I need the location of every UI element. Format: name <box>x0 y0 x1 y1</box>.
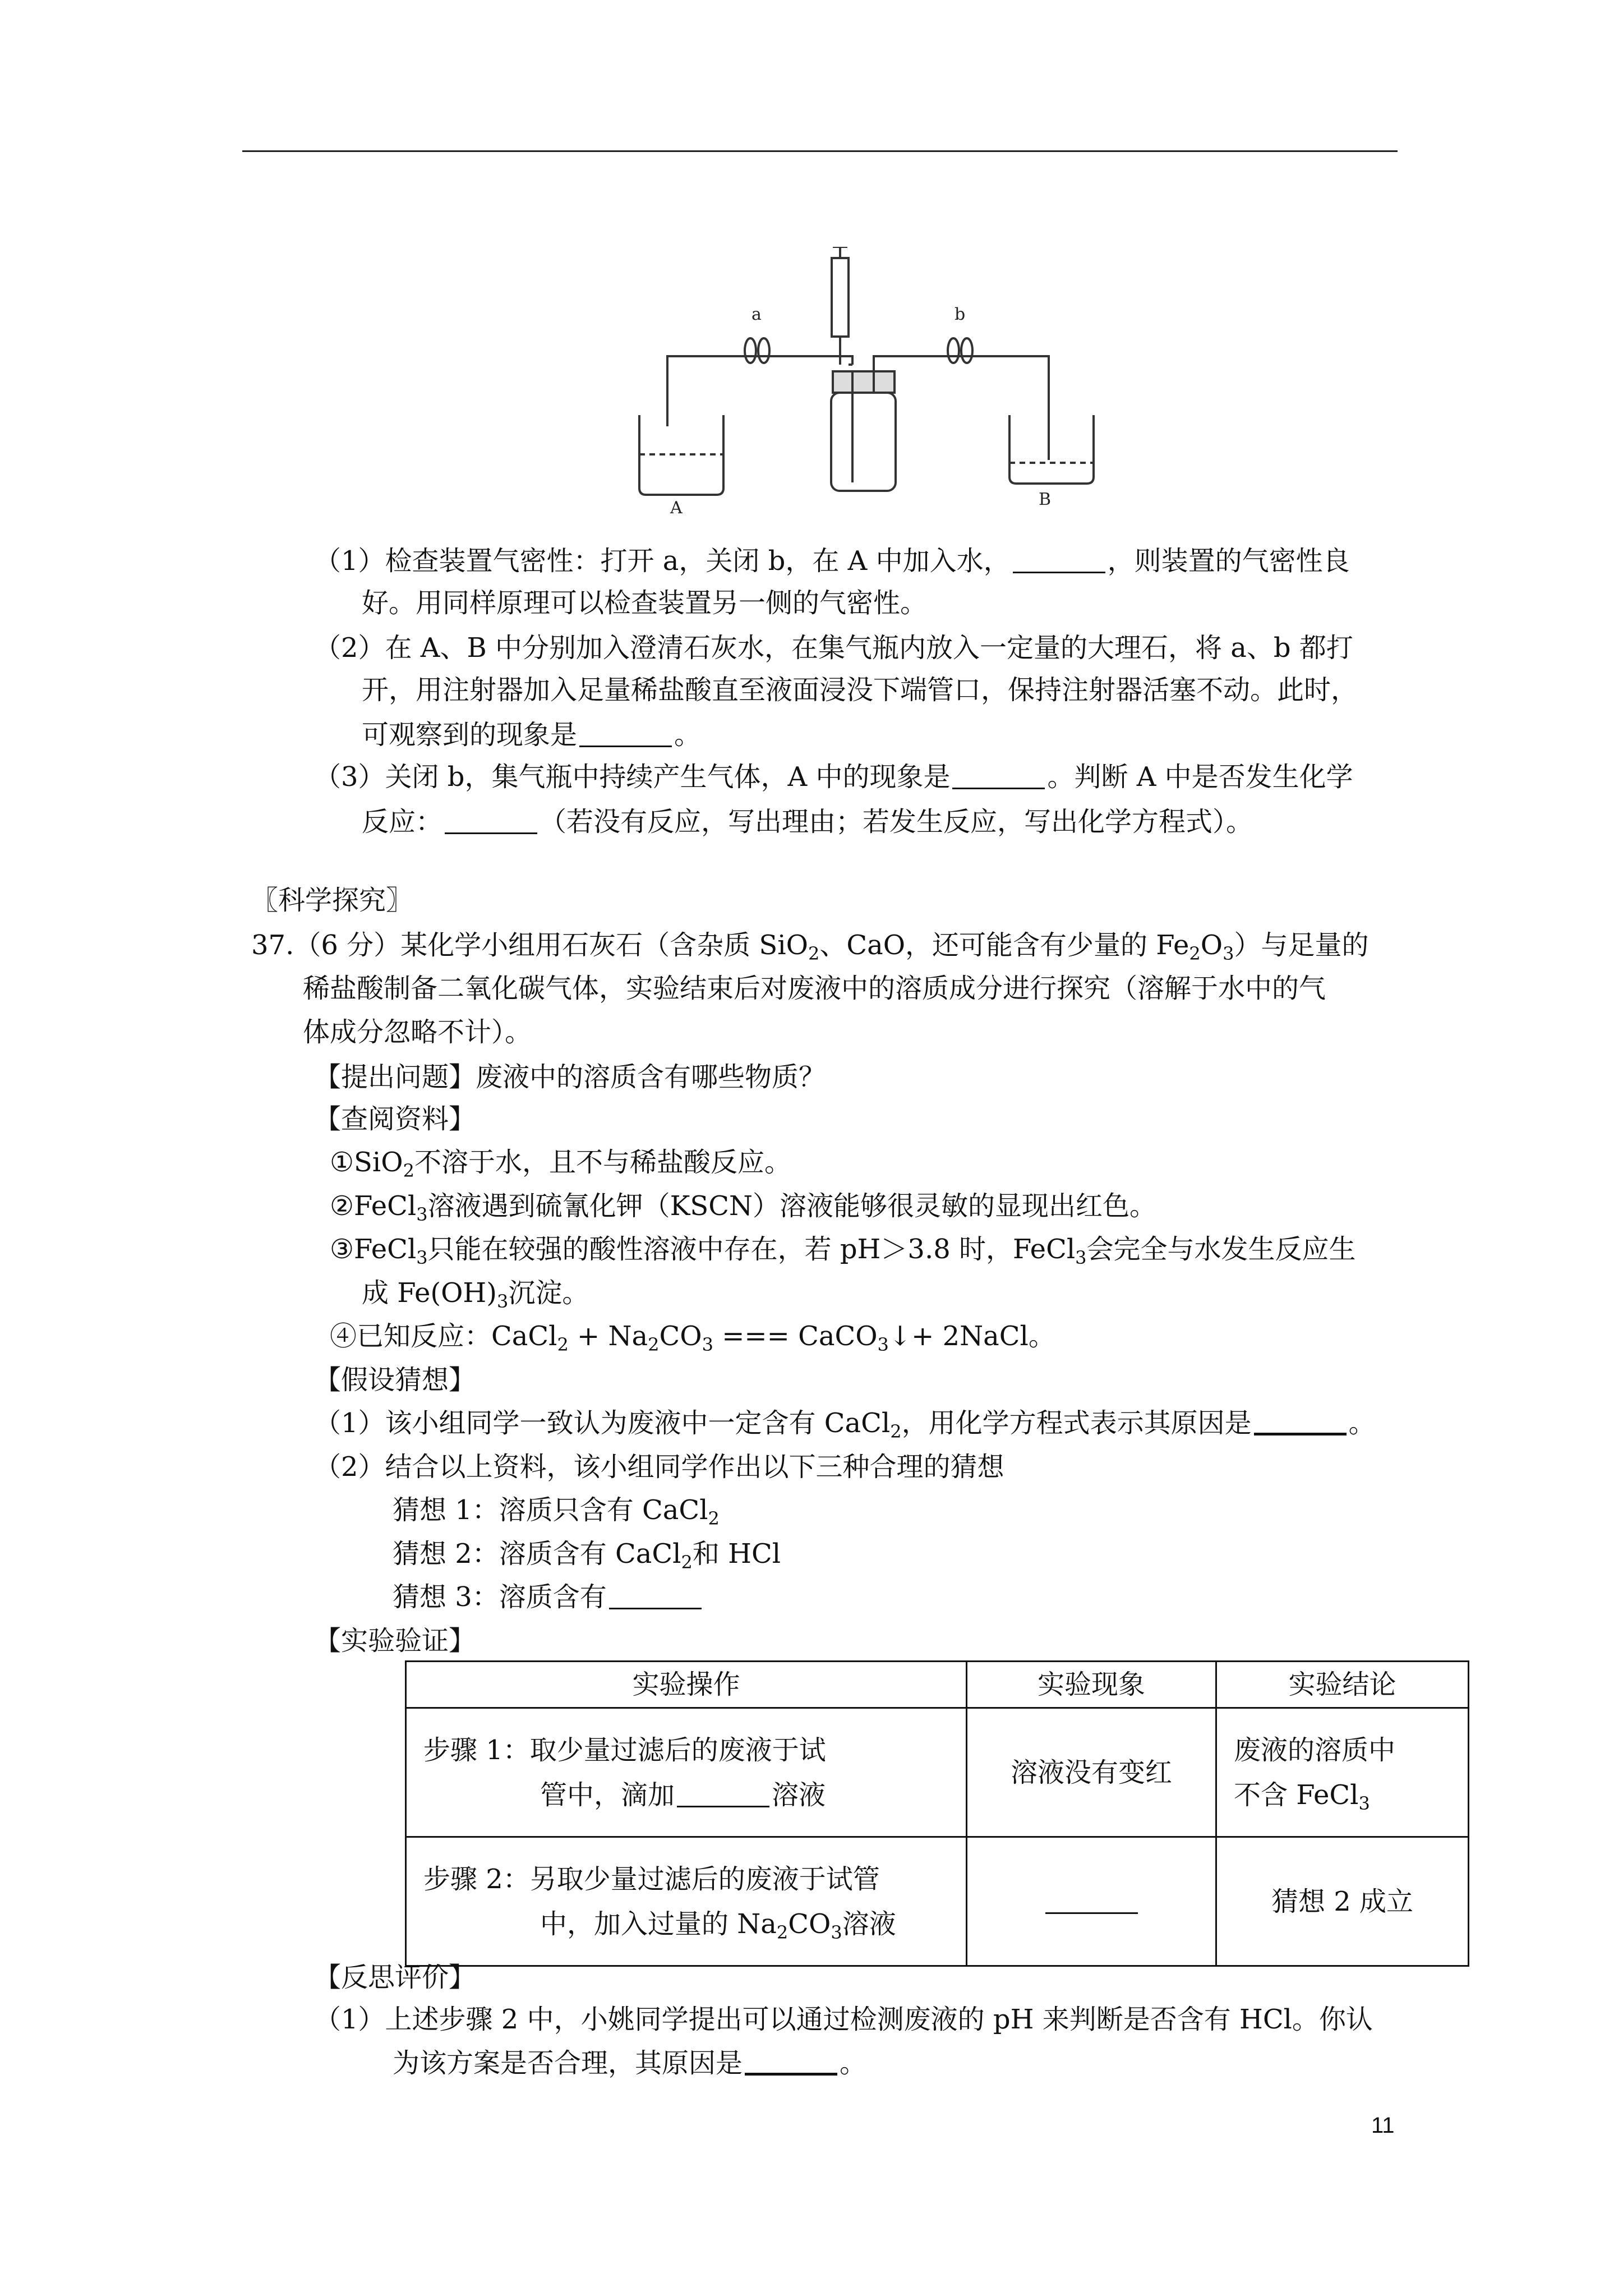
syringe-barrel <box>832 258 849 337</box>
answer-blank[interactable] <box>579 723 672 747</box>
q36-part2-line3: 可观察到的现象是 。 <box>362 719 702 751</box>
answer-blank[interactable] <box>1254 1410 1347 1435</box>
table-row <box>406 1708 1469 1837</box>
clamp-a <box>745 338 756 363</box>
header-conclusion: 实验结论 <box>1216 1662 1469 1708</box>
q37-intro-line2: 稀盐酸制备二氧化碳气体，实验结束后对废液中的溶质成分进行探究（溶解于水中的气 <box>303 973 1326 1004</box>
hypothesis-heading: 【假设猜想】 <box>314 1364 476 1396</box>
answer-blank[interactable] <box>677 1783 769 1807</box>
reference-3-line2: 成 $Fe(OH)_3$沉淀。 <box>362 1277 589 1312</box>
step2-phenomenon <box>967 1837 1216 1966</box>
clamp-b <box>948 338 959 363</box>
step1-conclusion: 废液的溶质中 不含 FeCl$_3$ <box>1216 1708 1469 1837</box>
reference-3-line1: ③FeCl$_3$只能在较强的酸性溶液中存在，若 pH＞3.8 时，FeCl$_3$会完全与水发生反应生 <box>330 1234 1356 1268</box>
reflection-1-line2: 为该方案是否合理，其原因是 。 <box>393 2047 867 2079</box>
q36-part3-line2: 反应： （若没有反应，写出理由；若发生反应，写出化学方程式）。 <box>362 806 1253 838</box>
section-heading: 〖科学探究〗 <box>251 885 413 916</box>
q36-part2-line2: 开，用注射器加入足量稀盐酸直至液面浸没下端管口，保持注射器活塞不动。此时， <box>362 674 1358 706</box>
q36-part2-line1: （2）在 A、B 中分别加入澄清石灰水，在集气瓶内放入一定量的大理石，将 a、b 都打 <box>314 632 1353 664</box>
label-b: b <box>955 305 966 324</box>
label-a: a <box>751 305 762 324</box>
guess-1: 猜想 1：溶质只含有 CaCl$_2$ <box>393 1494 720 1529</box>
gas-bottle <box>831 393 896 491</box>
answer-blank[interactable] <box>609 1585 702 1609</box>
hypothesis-2: （2）结合以上资料，该小组同学作出以下三种合理的猜想 <box>314 1451 1004 1483</box>
reference-1: ①SiO$_2$不溶于水，且不与稀盐酸反应。 <box>330 1147 791 1181</box>
reference-2: ②FeCl$_3$溶液遇到硫氰化钾（KSCN）溶液能够很灵敏的显现出红色。 <box>330 1190 1157 1225</box>
experiment-table <box>405 1660 1469 1967</box>
q36-part1-line1: （1）检查装置气密性：打开 a，关闭 b，在 A 中加入水， ，则装置的气密性良 <box>314 545 1350 577</box>
reference-4: ④已知反应：CaCl$_2$ + $Na_2CO_3$ === CaCO$_3$↓+ 2NaCl。 <box>330 1320 1055 1355</box>
step1-phenomenon: 溶液没有变红 <box>967 1708 1216 1837</box>
guess-3: 猜想 3：溶质含有 <box>393 1580 704 1614</box>
label-A: A <box>670 498 683 516</box>
left-tube <box>667 356 852 426</box>
right-tube <box>874 356 1049 460</box>
step1-operation: 步骤 1：取少量过滤后的废液于试 管中，滴加 溶液 <box>406 1708 967 1837</box>
reflection-1-line1: （1）上述步骤 2 中，小姚同学提出可以通过检测废液的 pH 来判断是否含有 HCl。你认 <box>314 2004 1373 2035</box>
table-row <box>406 1837 1469 1966</box>
answer-blank[interactable] <box>1045 1890 1138 1914</box>
reflection-heading: 【反思评价】 <box>314 1962 476 1993</box>
apparatus-figure <box>617 247 1110 516</box>
header-operation: 实验操作 <box>406 1662 967 1708</box>
header-rule <box>242 150 1398 152</box>
answer-blank[interactable] <box>445 810 537 834</box>
question-heading: 【提出问题】废液中的溶质含有哪些物质？ <box>314 1061 826 1093</box>
rubber-stopper <box>833 371 895 393</box>
answer-blank[interactable] <box>952 765 1045 789</box>
q36-part1-line2: 好。用同样原理可以检查装置另一侧的气密性。 <box>362 587 928 619</box>
beaker-B <box>1009 415 1094 484</box>
verification-heading: 【实验验证】 <box>314 1625 476 1657</box>
reference-heading: 【查阅资料】 <box>314 1103 476 1135</box>
hypothesis-1: （1）该小组同学一致认为废液中一定含有 CaCl$_2$，用化学方程式表示其原因是 。 <box>314 1407 1376 1442</box>
step2-conclusion: 猜想 2 成立 <box>1216 1837 1469 1966</box>
guess-2: 猜想 2：溶质含有 CaCl$_2$和 HCl <box>393 1538 781 1573</box>
answer-blank[interactable] <box>1013 549 1105 573</box>
q36-part3-line1: （3）关闭 b，集气瓶中持续产生气体，A 中的现象是 。判断 A 中是否发生化学 <box>314 761 1353 793</box>
q37-intro-line1: 37.（6 分）某化学小组用石灰石（含杂质 SiO$_2$、CaO，还可能含有少量的 $Fe_2O_3$）与足量的 <box>251 930 1369 964</box>
label-B: B <box>1039 490 1052 509</box>
answer-blank[interactable] <box>745 2050 837 2076</box>
page-number: 11 <box>1371 2113 1395 2138</box>
table-header-row <box>406 1662 1469 1708</box>
header-phenomenon: 实验现象 <box>967 1662 1216 1708</box>
step2-operation: 步骤 2：另取少量过滤后的废液于试管 中，加入过量的 $Na_2CO_3$溶液 <box>406 1837 967 1966</box>
q37-intro-line3: 体成分忽略不计）。 <box>303 1016 532 1048</box>
